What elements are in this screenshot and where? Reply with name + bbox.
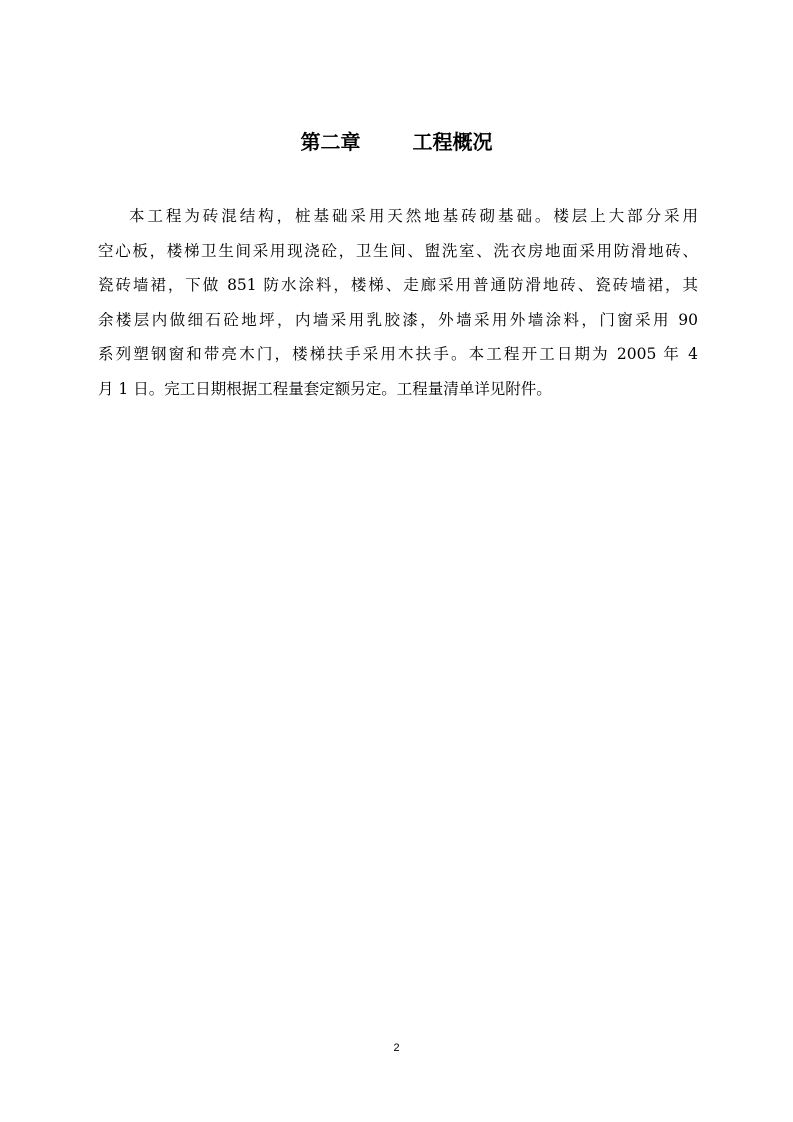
chapter-label: 第二章 [300,130,361,154]
paragraph-line: 余楼层内做细石砼地坪，内墙采用乳胶漆，外墙采用外墙涂料，门窗采用 90 [98,310,698,329]
paragraph-line: 月 1 日。完工日期根据工程量套定额另定。工程量清单详见附件。 [98,379,552,398]
paragraph-line: 系列塑钢窗和带亮木门，楼梯扶手采用木扶手。本工程开工日期为 2005 年 4 [98,345,698,363]
page-number: 2 [393,1042,400,1054]
paragraph-line: 空心板，楼梯卫生间采用现浇砼，卫生间、盥洗室、洗衣房地面采用防滑地砖、 [98,241,698,260]
paragraph-line: 瓷砖墙裙，下做 851 防水涂料，楼梯、走廊采用普通防滑地砖、瓷砖墙裙，其 [98,276,698,294]
body-paragraph [98,199,698,406]
paragraph-line: 本工程为砖混结构，桩基础采用天然地基砖砌基础。楼层上大部分采用 [129,207,698,225]
chapter-heading [0,126,793,158]
chapter-title: 工程概况 [412,130,493,154]
